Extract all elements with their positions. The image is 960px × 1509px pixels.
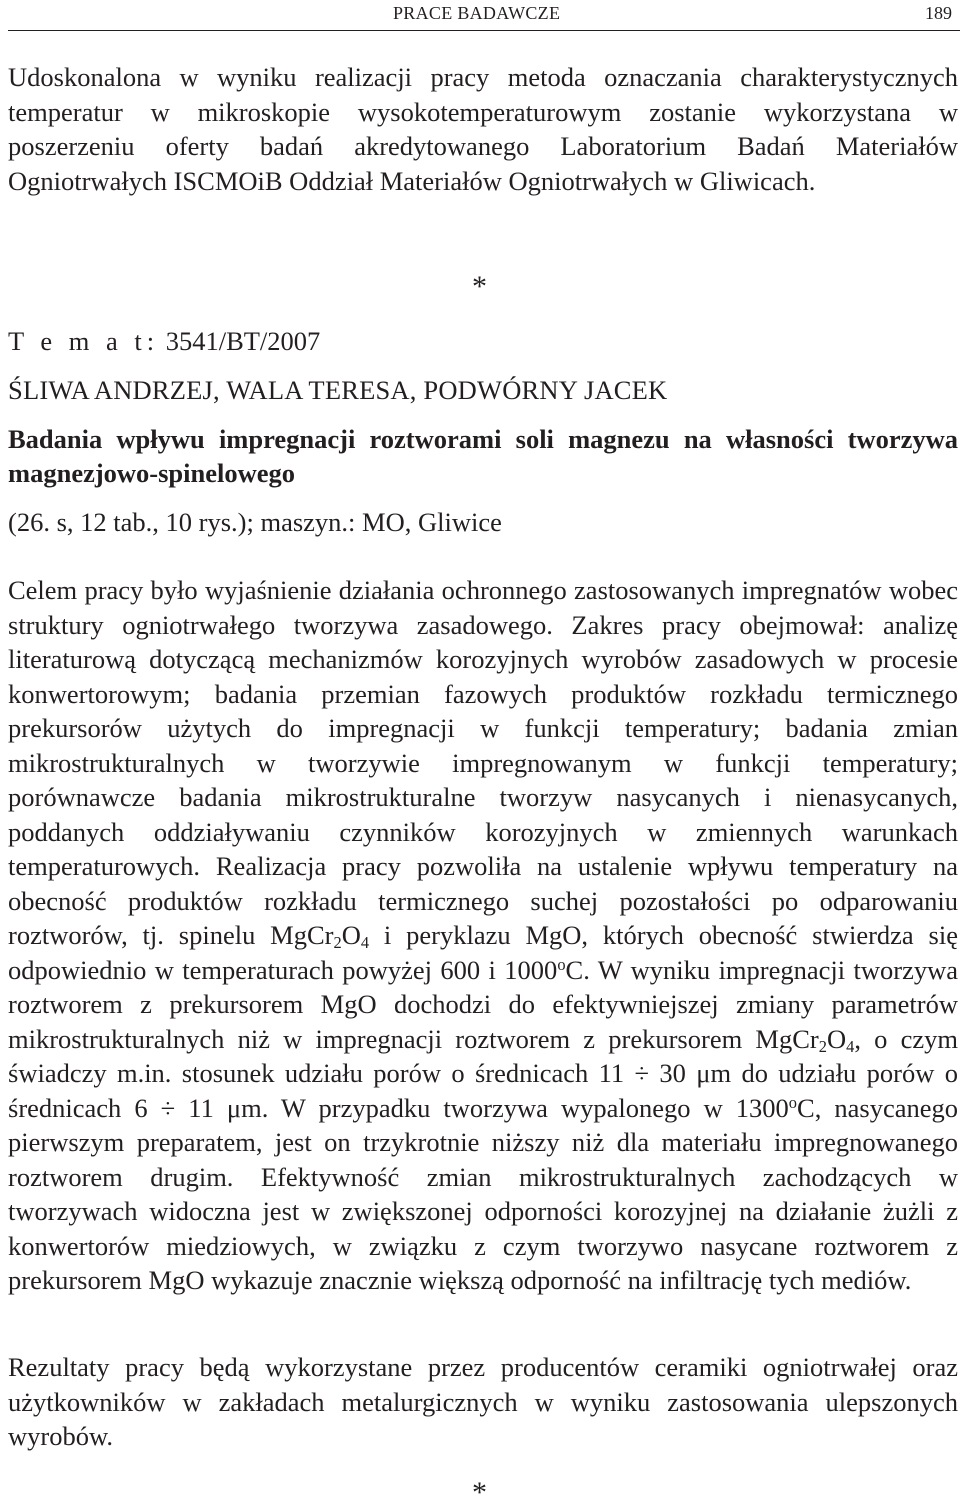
superscript: o bbox=[788, 1092, 798, 1112]
temat-line bbox=[8, 324, 320, 358]
abstract-paragraph bbox=[8, 573, 958, 1298]
page-number: 189 bbox=[925, 3, 952, 23]
abstract-text: O bbox=[826, 1023, 847, 1054]
abstract-text: C. W wyniku impregnacji tworzywa roztworem z prekursorem MgO dochodzi do efektywniejszej zmiany parametrów mikrostrukturalnych niż w impregnacji roztworem z prekursorem MgCr bbox=[8, 954, 959, 1054]
abstract-text: O bbox=[341, 920, 361, 950]
superscript: o bbox=[557, 954, 566, 974]
report-meta: (26. s, 12 tab., 10 rys.); maszyn.: MO, Gliwice bbox=[8, 507, 502, 537]
temat-label: T e m a t: bbox=[8, 326, 160, 356]
temat-number: 3541/BT/2007 bbox=[165, 326, 321, 356]
running-header bbox=[0, 0, 960, 30]
running-title: PRACE BADAWCZE bbox=[393, 3, 561, 23]
subscript: 2 bbox=[818, 1036, 827, 1056]
results-paragraph: Rezultaty pracy będą wykorzystane przez producentów ceramiki ogniotrwałej oraz użytkowników w zakładach metalurgicznych w wyniku zastosowania ulepszonych wyrobów. bbox=[8, 1352, 958, 1451]
abstract-text: Celem pracy było wyjaśnienie działania ochronnego zastosowanych impregnatów wobec struktury ogniotrwałego tworzywa zasadowego. Zakres pracy obejmował: analizę literaturową dotyczącą mechanizmów korozyjnych wyrobów zasadowych w procesie konwertorowym; badania przemian fazowych produktów rozkładu termicznego prekursorów użytych do impregnacji w funkcji temperatury; badania zmian mikrostrukturalnych w tworzywie impregnowanym w funkcji temperatury; porównawcze badania mikrostrukturalne tworzyw nasycanych i nienasycanych, poddanych oddziaływaniu czynników korozyjnych w zmiennych warunkach temperaturowych. Realizacja pracy pozwoliła na ustalenie wpływu temperatury na obecność produktów rozkładu termicznego suchej pozostałości po odparowaniu roztworów, tj. spinelu MgCr bbox=[8, 575, 958, 950]
subscript: 4 bbox=[360, 933, 370, 953]
abstract-text: , o czym świadczy m.in. stosunek udziału porów o średnicach 11 ÷ 30 μm do udziału porów o średnicach 6 ÷ 11 μm. W przypadku tworzywa wypalonego w 1300 bbox=[8, 1023, 959, 1123]
authors: ŚLIWA ANDRZEJ, WALA TERESA, PODWÓRNY JACEK bbox=[8, 375, 668, 405]
abstract-text: C, nasycanego pierwszym preparatem, jest on trzykrotnie niższy niż dla materiału impregnowanego roztworem drugim. Efektywność zmian mikrostrukturalnych zachodzących w tworzywach widoczna jest w zwiększonej odporności korozyjnej na działanie żużli z konwertorów miedziowych, w związku z czym tworzywo nasycane roztworem z prekursorem MgO wykazuje znacznie większą odporność na infiltrację tych mediów. bbox=[8, 1092, 958, 1295]
section-separator: * bbox=[472, 270, 487, 303]
subscript: 4 bbox=[846, 1036, 855, 1056]
lead-paragraph: Udoskonalona w wyniku realizacji pracy metoda oznaczania charakterystycznych temperatur w mikroskopie wysokotemperaturowym zostanie wykorzystana w poszerzeniu oferty badań akredytowanego Laboratorium Badań Materiałów Ogniotrwałych ISCMOiB Oddział Materiałów Ogniotrwałych w Gliwicach. bbox=[8, 62, 958, 196]
subscript: 2 bbox=[333, 933, 342, 953]
report-title: Badania wpływu impregnacji roztworami soli magnezu na własności tworzywa magnezjowo-spinelowego bbox=[8, 424, 958, 488]
header-rule bbox=[8, 30, 960, 31]
abstract-text: i peryklazu MgO, których obecność stwierdza się odpowiednio w temperaturach powyżej 600 i 1000 bbox=[8, 920, 958, 985]
end-separator: * bbox=[472, 1476, 487, 1509]
